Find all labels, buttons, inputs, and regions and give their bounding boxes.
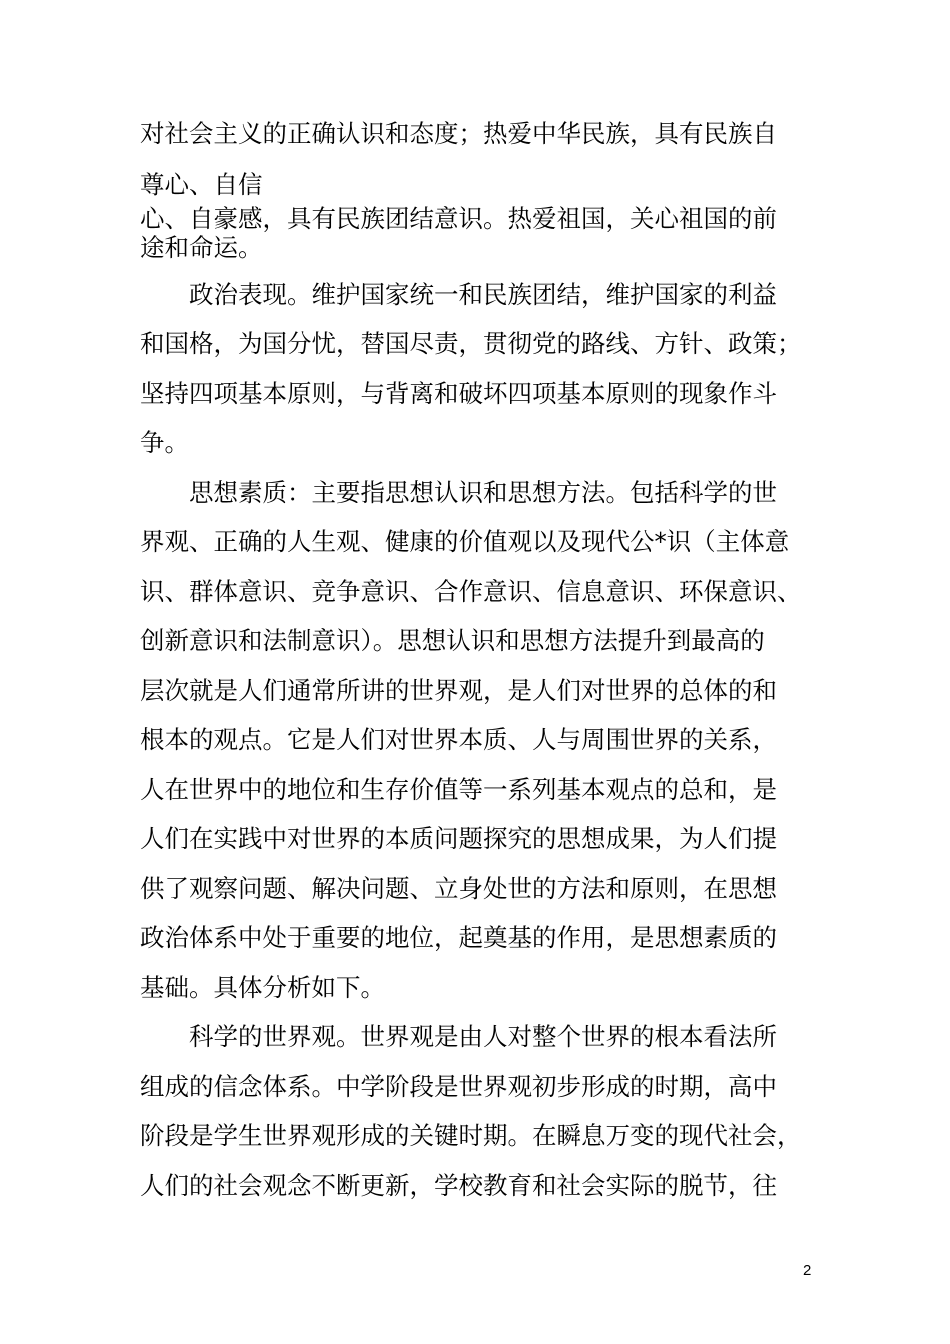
text-line: 心、自豪感，具有民族团结意识。热爱祖国，关心祖国的前 <box>140 204 777 233</box>
text-line: 阶段是学生世界观形成的关键时期。在瞬息万变的现代社会， <box>140 1121 802 1150</box>
text-line: 识、群体意识、竞争意识、合作意识、信息意识、环保意识、 <box>140 577 802 606</box>
text-line: 尊心、自信 <box>140 170 263 199</box>
text-line: 人们的社会观念不断更新，学校教育和社会实际的脱节，往 <box>140 1171 777 1200</box>
text-line: 根本的观点。它是人们对世界本质、人与周围世界的关系， <box>140 725 777 754</box>
text-line: 界观、正确的人生观、健康的价值观以及现代公*识（主体意 <box>140 527 790 556</box>
text-line: 创新意识和法制意识）。思想认识和思想方法提升到最高的 <box>140 626 765 655</box>
text-line: 供了观察问题、解决问题、立身处世的方法和原则，在思想 <box>140 874 777 903</box>
text-line: 对社会主义的正确认识和态度；热爱中华民族，具有民族自 <box>140 119 777 148</box>
paragraph-start-line: 思想素质：主要指思想认识和思想方法。包括科学的世 <box>189 478 777 507</box>
text-line: 基础。具体分析如下。 <box>140 973 385 1002</box>
text-line: 人在世界中的地位和生存价值等一系列基本观点的总和，是 <box>140 775 777 804</box>
page-number: 2 <box>803 1262 812 1279</box>
text-line: 政治体系中处于重要的地位，起奠基的作用，是思想素质的 <box>140 923 777 952</box>
text-line: 组成的信念体系。中学阶段是世界观初步形成的时期，高中 <box>140 1072 777 1101</box>
text-line: 人们在实践中对世界的本质问题探究的思想成果，为人们提 <box>140 824 777 853</box>
text-line: 坚持四项基本原则，与背离和破坏四项基本原则的现象作斗 <box>140 379 777 408</box>
text-line: 途和命运。 <box>140 233 263 262</box>
text-line: 层次就是人们通常所讲的世界观，是人们对世界的总体的和 <box>140 676 777 705</box>
paragraph-start-line: 科学的世界观。世界观是由人对整个世界的根本看法所 <box>189 1022 777 1051</box>
text-line: 争。 <box>140 428 189 457</box>
text-line: 和国格，为国分忧，替国尽责，贯彻党的路线、方针、政策； <box>140 329 802 358</box>
paragraph-start-line: 政治表现。维护国家统一和民族团结，维护国家的利益 <box>189 280 777 309</box>
